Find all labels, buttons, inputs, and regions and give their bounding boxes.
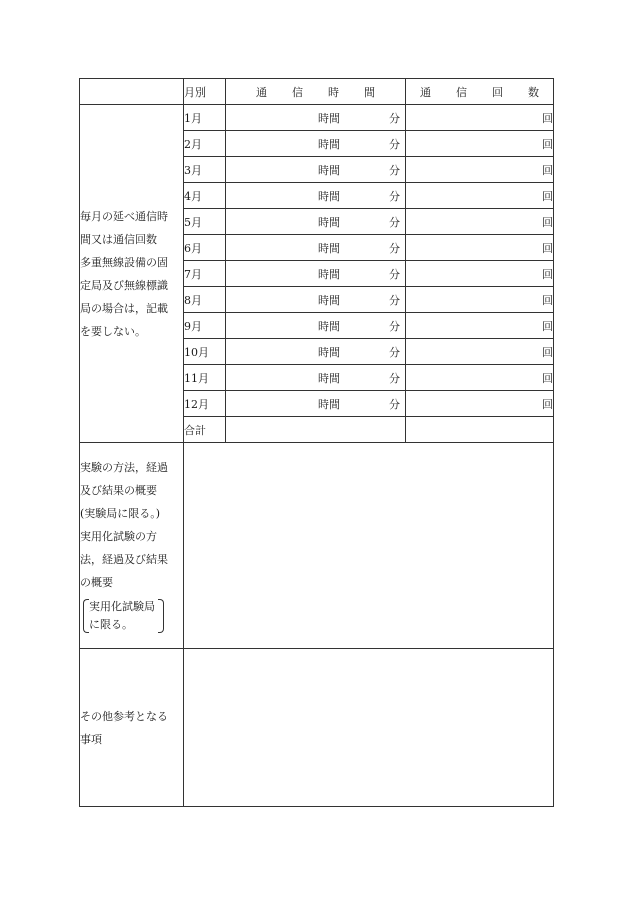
experiment-label-line: 及び結果の概要 <box>80 483 157 497</box>
count-unit: 回 <box>542 371 553 385</box>
month-label: 1月 <box>184 105 226 131</box>
minutes-unit: 分 <box>389 293 400 307</box>
minutes-unit: 分 <box>389 215 400 229</box>
experiment-label-line: 法，経過及び結果 <box>80 552 168 566</box>
count-unit: 回 <box>542 345 553 359</box>
count-unit: 回 <box>542 215 553 229</box>
monthly-label-line: を要しない。 <box>80 324 146 338</box>
time-entry-cell[interactable] <box>226 365 406 391</box>
bracket-note-line: 実用化試験局 <box>89 599 155 613</box>
minutes-unit: 分 <box>389 163 400 177</box>
time-header-char: 信 <box>292 85 303 99</box>
minutes-unit: 分 <box>389 241 400 255</box>
other-content-cell[interactable] <box>184 649 554 807</box>
hours-unit: 時間 <box>318 189 340 203</box>
minutes-unit: 分 <box>389 319 400 333</box>
count-unit: 回 <box>542 163 553 177</box>
time-entry-cell[interactable] <box>226 313 406 339</box>
month-label: 3月 <box>184 157 226 183</box>
time-header-char: 時 <box>328 85 339 99</box>
count-unit: 回 <box>542 241 553 255</box>
time-header-char: 通 <box>256 85 267 99</box>
monthly-label-line: 間又は通信回数 <box>80 232 157 246</box>
minutes-unit: 分 <box>389 267 400 281</box>
monthly-label-line: 多重無線設備の固 <box>80 255 168 269</box>
minutes-unit: 分 <box>389 137 400 151</box>
count-entry-cell[interactable] <box>406 261 554 287</box>
count-entry-cell[interactable] <box>406 365 554 391</box>
count-entry-cell[interactable] <box>406 209 554 235</box>
time-entry-cell[interactable] <box>226 209 406 235</box>
month-label: 2月 <box>184 131 226 157</box>
count-entry-cell[interactable] <box>406 131 554 157</box>
time-header <box>226 79 406 105</box>
time-entry-cell[interactable] <box>226 235 406 261</box>
month-label: 6月 <box>184 235 226 261</box>
count-unit: 回 <box>542 267 553 281</box>
count-header-char: 通 <box>420 85 431 99</box>
other-label-line: その他参考となる <box>80 709 168 723</box>
time-entry-cell[interactable] <box>226 105 406 131</box>
other-label-cell <box>80 649 184 807</box>
time-entry-cell[interactable] <box>226 339 406 365</box>
header-blank-cell <box>80 79 184 105</box>
minutes-unit: 分 <box>389 371 400 385</box>
count-entry-cell[interactable] <box>406 105 554 131</box>
form-table <box>79 78 554 807</box>
month-label: 5月 <box>184 209 226 235</box>
monthly-label-line: 毎月の延べ通信時 <box>80 209 168 223</box>
total-time-cell[interactable] <box>226 417 406 443</box>
experiment-label-line: 実験の方法，経過 <box>80 460 168 474</box>
count-unit: 回 <box>542 189 553 203</box>
hours-unit: 時間 <box>318 319 340 333</box>
count-unit: 回 <box>542 397 553 411</box>
monthly-label-line: 局の場合は，記載 <box>80 301 168 315</box>
count-entry-cell[interactable] <box>406 287 554 313</box>
count-header <box>406 79 554 105</box>
count-unit: 回 <box>542 319 553 333</box>
total-count-cell[interactable] <box>406 417 554 443</box>
count-unit: 回 <box>542 111 553 125</box>
count-entry-cell[interactable] <box>406 157 554 183</box>
experiment-label-line: 実用化試験の方 <box>80 529 157 543</box>
minutes-unit: 分 <box>389 111 400 125</box>
experiment-label-line: (実験局に限る。) <box>80 506 161 520</box>
count-entry-cell[interactable] <box>406 391 554 417</box>
month-label: 10月 <box>184 339 226 365</box>
month-label: 7月 <box>184 261 226 287</box>
time-header-char: 間 <box>364 85 375 99</box>
bracket-note <box>83 598 164 634</box>
time-entry-cell[interactable] <box>226 261 406 287</box>
count-unit: 回 <box>542 137 553 151</box>
count-entry-cell[interactable] <box>406 183 554 209</box>
experiment-content-cell[interactable] <box>184 443 554 649</box>
minutes-unit: 分 <box>389 189 400 203</box>
count-header-char: 信 <box>456 85 467 99</box>
hours-unit: 時間 <box>318 293 340 307</box>
time-entry-cell[interactable] <box>226 157 406 183</box>
count-entry-cell[interactable] <box>406 235 554 261</box>
time-entry-cell[interactable] <box>226 183 406 209</box>
month-header: 月別 <box>184 79 226 105</box>
total-label: 合計 <box>184 417 226 443</box>
month-label: 12月 <box>184 391 226 417</box>
time-entry-cell[interactable] <box>226 287 406 313</box>
minutes-unit: 分 <box>389 345 400 359</box>
hours-unit: 時間 <box>318 163 340 177</box>
month-label: 4月 <box>184 183 226 209</box>
hours-unit: 時間 <box>318 137 340 151</box>
month-row <box>80 105 554 131</box>
count-entry-cell[interactable] <box>406 339 554 365</box>
count-unit: 回 <box>542 293 553 307</box>
minutes-unit: 分 <box>389 397 400 411</box>
time-entry-cell[interactable] <box>226 131 406 157</box>
hours-unit: 時間 <box>318 397 340 411</box>
header-row <box>80 79 554 105</box>
hours-unit: 時間 <box>318 267 340 281</box>
month-label: 11月 <box>184 365 226 391</box>
month-label: 9月 <box>184 313 226 339</box>
hours-unit: 時間 <box>318 111 340 125</box>
month-label: 8月 <box>184 287 226 313</box>
other-label-line: 事項 <box>80 732 102 746</box>
time-entry-cell[interactable] <box>226 391 406 417</box>
experiment-row <box>80 443 554 649</box>
count-entry-cell[interactable] <box>406 313 554 339</box>
monthly-label-line: 定局及び無線標識 <box>80 278 168 292</box>
other-row <box>80 649 554 807</box>
hours-unit: 時間 <box>318 215 340 229</box>
bracket-note-line: に限る。 <box>89 617 133 631</box>
hours-unit: 時間 <box>318 345 340 359</box>
hours-unit: 時間 <box>318 241 340 255</box>
monthly-label-cell <box>80 105 184 443</box>
count-header-char: 数 <box>528 85 539 99</box>
count-header-char: 回 <box>492 85 503 99</box>
experiment-label-cell <box>80 443 184 649</box>
experiment-label-line: の概要 <box>80 575 113 589</box>
hours-unit: 時間 <box>318 371 340 385</box>
